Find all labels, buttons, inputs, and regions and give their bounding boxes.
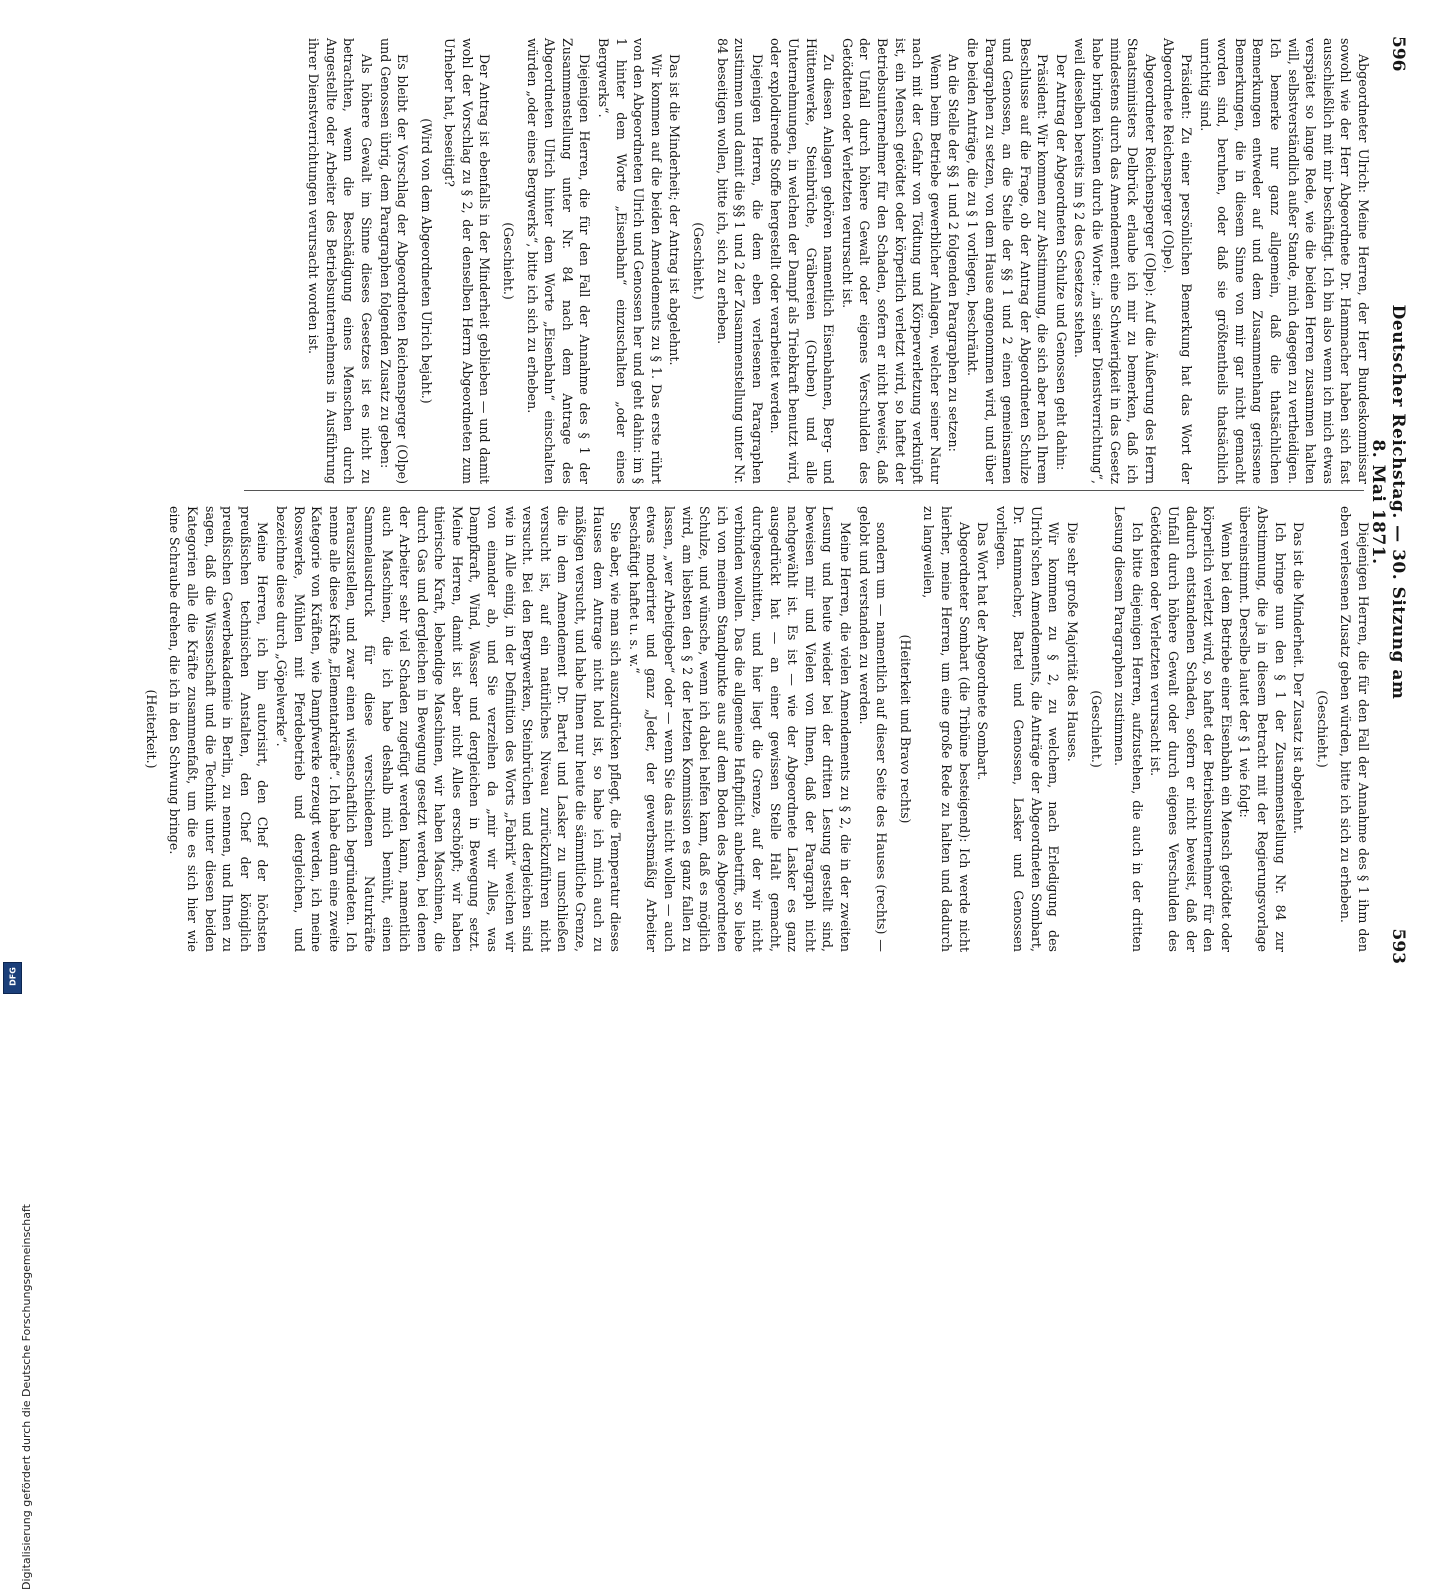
paragraph: Ich bringe nun den § 1 der Zusammenstellung Nr. 84 zur Abstimmung, die ja in diesem Betracht mit der Regierungsvorlage übereinstimmt. Derselbe lautet der § 1 wie folgt: (1237, 506, 1288, 952)
stage-direction: (Geschieht.) (1314, 690, 1330, 768)
paragraph: sondern um — namentlich auf dieser Seite des Hauses (rechts) — gelobt und verstanden zu werden. (856, 506, 890, 952)
paragraph: Das ist die Minderheit; der Antrag ist abgelehnt. (667, 54, 683, 366)
paragraph: Wenn beim Betriebe gewerblicher Anlagen, welcher seiner Natur nach mit der Gefahr von Tödtung und Körperverletzung verknüpft ist, ein Mensch getödtet oder körperlich verletzt wird, so haftet der Betriebsunternehmer für den Schaden, sofern er nicht beweist, daß der Unfall durch höhere Gewalt oder eigenes Verschulden des Getödteten oder Verletzten verursacht ist. (839, 38, 943, 484)
paragraph: Sie aber, wie man sich auszudrücken pflegt, die Temperatur dieses Hauses dem Antrage nicht hold ist, so habe ich mich auch zu mäßigen versucht, und habe Ihnen nur heute die sämmtliche Grenze, die in dem Amendement Dr. Bartel und Lasker zu umschließen versucht ist, auf ein natürliches Niveau zurückzuführen nicht versucht. Bei den Bergwerken, Steinbrüchen und dergleichen sind wie in Alle einig, in der Definition des Worts „Fabrik“ weichen wir von einander ab, und Sie verzeihen da „mir wir Alles, was Dampfkraft, Wind, Wasser und dergleichen in Bewegung setzt. Meine Herren, damit ist aber nicht Alles erschöpft; wir haben thierische Kraft, lebendige Maschinen, wir haben Maschinen, die durch Gas und dergleichen in Bewegung gesetzt werden, bei denen der Arbeiter sehr viel Schaden zugefügt werden kann, namentlich auch Maschinen, die ich habe deshalb mich bemüht, einen Sammelausdruck für diese verschiedenen Naturkräfte herauszustellen, und zwar einen wissenschaftlich begründeten. Ich nenne alle diese Kräfte „Elementarkräfte“. Ich habe dann eine zweite Kategorie von Kräften, wie Dampfwerke erzeugt werden, ich meine Rosswerke, Mühlen mit Pferdebetrieb und dergleichen, und bezeichne diese durch „Göpelwerke“. (273, 506, 624, 952)
paragraph: Wir kommen zu § 2, zu welchem, nach Erledigung des Ulrich'schen Amendements, die Anträge der Abgeordneten Sombart, Dr. Hammacher, Bartel und Genossen, Lasker und Genossen vorliegen. (993, 506, 1062, 952)
stage-direction: (Geschieht.) (691, 222, 707, 300)
paragraph: An die Stelle der §§ 1 und 2 folgenden Paragraphen zu setzen: (946, 54, 962, 452)
digitization-credit (2, 600, 33, 1590)
paragraph: Präsident: Zu einer persönlichen Bemerkung hat das Wort der Abgeordnete Reichensperger (Olpe). (1161, 38, 1195, 484)
rotated-page-content (32, 2, 1412, 982)
stage-direction: (Geschieht.) (501, 222, 517, 300)
paragraph: Abgeordneter Reichensperger (Olpe): Auf die Äußerung des Herrn Staatsministers Delbrück erlaube ich mir zu bemerken, daß ich mindestens durch das Amendement eine Schwierigkeit in das Gesetz habe bringen können durch die Worte: „in seiner Dienstverrichtung“, weil dieselben bereits im § 2 des Gesetzes stehen. (1072, 38, 1158, 484)
paragraph: Ich bitte diejenigen Herren, aufzustehen, die auch in der dritten Lesung diesem Paragraphen zustimmen. (1112, 506, 1145, 952)
paragraph: Abgeordneter Ulrich: Meine Herren, der Herr Bundeskommissar sowohl wie der Herr Abgeordnete Dr. Hammacher haben sich fast ausschließlich mit mir beschäftigt. Ich bin also wenn ich mich etwas verspätet so lange Rede, wie die beiden Herren zusammen halten will, selbstverständlich außer Stande, mich dagegen zu vertheidigen. Ich bemerke nur ganz allgemein, daß die thatsächlichen Bemerkungen entweder auf und dem Zusammenhang gerissene Bemerkungen, die in diesem Sinne von mir gar nicht gemacht worden sind, beruhen, oder daß sie größtentheils thatsächlich unrichtig sind. (1197, 38, 1371, 484)
paragraph: Diejenigen Herren, die für den Fall der Annahme des § 1 ihm den eben verlesenen Zusatz geben würden, bitte ich sich zu erheben. (1338, 506, 1371, 952)
paragraph: Wir kommen auf die beiden Amendements zu § 1. Das erste rührt von den Abgeordneten Ulrich und Genossen her und geht dahin: im § 1 hinter dem Worte „Eisenbahn“ einzuschalten „oder eines Bergwerks“. (596, 38, 664, 484)
paragraph: Das ist die Minderheit. Der Zusatz ist abgelehnt. (1291, 522, 1307, 834)
column-divider (244, 490, 1364, 491)
credit-text: Digitalisierung gefördert durch die Deutsche Forschungsgemeinschaft (20, 1204, 33, 1590)
paragraph: Diejenigen Herren, die dem eben verlesenen Paragraphen zustimmen und damit die §§ 1 und 2 der Zusammenstellung unter Nr. 84 beseitigen wollen, bitte ich, sich zu erheben. (714, 38, 765, 484)
paragraph: Meine Herren, ich bin autorisirt, den Chef der höchsten preußischen technischen Anstalten, den Chef der königlich preußischen Gewerbeakademie in Berlin, zu nennen, und Ihnen zu sagen, daß die Wissenschaft und die Technik unter diesen beiden Kategorien alle die Kräfte zusammenfaßt, um die es sich hier wie eine Schraube drehen, die ich in den Schwung bringe. (167, 506, 271, 952)
paragraph: Die sehr große Majorität des Hauses. (1065, 522, 1081, 762)
paragraph: Diejenigen Herren, die für den Fall der Annahme des § 1 der Zusammenstellung unter Nr. 84 nach dem Antrage des Abgeordneten Ulrich hinter dem Worte „Eisenbahn“ einschalten würden „oder eines Bergwerks“, bitte ich sich zu erheben. (524, 38, 593, 484)
stage-direction: (Wird von dem Abgeordneten Ulrich bejaht.) (418, 118, 434, 404)
paragraph: Abgeordneter Sombart (die Tribüne besteigend): Ich werde nicht hierher, meine Herren, um eine große Rede zu halten und dadurch zu langweilen, (921, 506, 972, 952)
dfg-logo-text: DFG (8, 967, 18, 986)
paragraph: Zu diesen Anlagen gehören namentlich Eisenbahnen, Berg- und Hüttenwerke, Steinbrüche, Gräbereien (Gruben) und alle Unternehmungen, in welchen der Dampf als Triebkraft benutzt wird, oder explodirende Stoffe hergestellt oder verarbeitet werden. (768, 38, 837, 484)
dfg-logo (3, 962, 22, 994)
page-number-left: 596 (1388, 36, 1408, 72)
paragraph: Wenn bei dem Betriebe einer Eisenbahn ein Mensch getödtet oder körperlich verletzt wird, so haftet der Betriebsunternehmer für den dadurch entstandenen Schaden, sofern er nicht beweist, daß der Unfall durch höhere Gewalt oder durch eigenes Verschulden des Getödteten oder Verletzten verursacht ist. (1148, 506, 1234, 952)
paragraph: Der Antrag ist ebenfalls in der Minderheit geblieben — und damit wohl der Vorschlag zu § 2, der denselben Herrn Abgeordneten zum Urheber hat, beseitigt? (442, 38, 493, 484)
left-column (242, 38, 1372, 484)
paragraph: Der Antrag der Abgeordneten Schulze und Genossen geht dahin: (1053, 54, 1069, 471)
stage-direction: (Heiterkeit.) (143, 689, 159, 769)
stage-direction: (Heiterkeit und Bravo rechts) (897, 634, 913, 824)
right-column (143, 506, 1372, 952)
running-title: Deutscher Reichstag. — 30. Sitzung am 8. Mai 1871. (1368, 304, 1408, 700)
paragraph: Präsident: Wir kommen zur Abstimmung, die sich aber nach Ihrem Beschlusse auf die Frage, ob der Antrag der Abgeordneten Schulze und Genossen, an die Stelle der §§ 1 und 2 einen gemeinsamen Paragraphen zu setzen, von dem Hause angenommen wird, und über die beiden Anträge, die zu § 1 vorliegen, beschränkt. (964, 38, 1051, 484)
page-header (1368, 2, 1412, 982)
paragraph: Das Wort hat der Abgeordnete Sombart. (975, 522, 991, 781)
page-number-right: 593 (1388, 928, 1408, 964)
stage-direction: (Geschieht.) (1088, 690, 1104, 768)
paragraph: Meine Herren, die vielen Amendements zu § 2, die in der zweiten Lesung und heute wieder bei der dritten Lesung gestellt sind, beweisen mir und Vielen von Ihnen, daß der Paragraph nicht nachgewählt ist. Es ist — wie der Abgeordnete Lasker es ganz ausgedrückt hat — an einer gewissen Stelle Halt gemacht, durchgeschnitten, und hier liegt die Grenze, auf der wir nicht verbinden wollen. Das die allgemeine Haftpflicht anbetrifft, so liebe ich von meinem Standpunkte aus auf dem Boden des Abgeordneten Schulze, und wünsche, wenn ich dabei helfen kann, daß es möglich wird, am liebsten den § 2 der letzten Kommission es ganz fallen zu lassen, „wer Arbeitgeber“ oder — wenn Sie das nicht wollen — auch etwas moderirter und ganz „Jeder, der gewerbsmäßig Arbeiter beschäftigt haftet u. s. w.“ (626, 506, 853, 952)
paragraph: Es bleibt der Vorschlag der Abgeordneten Reichensperger (Olpe) und Genossen übrig, dem Paragraphen folgenden Zusatz zu geben: (377, 38, 411, 484)
paragraph: Als höhere Gewalt im Sinne dieses Gesetzes ist es nicht zu betrachten, wenn die Beschädigung eines Menschen durch Angestellte oder Arbeiter des Betriebsunternehmens in Ausführung ihrer Dienstverrichtungen verursacht worden ist. (306, 38, 374, 484)
